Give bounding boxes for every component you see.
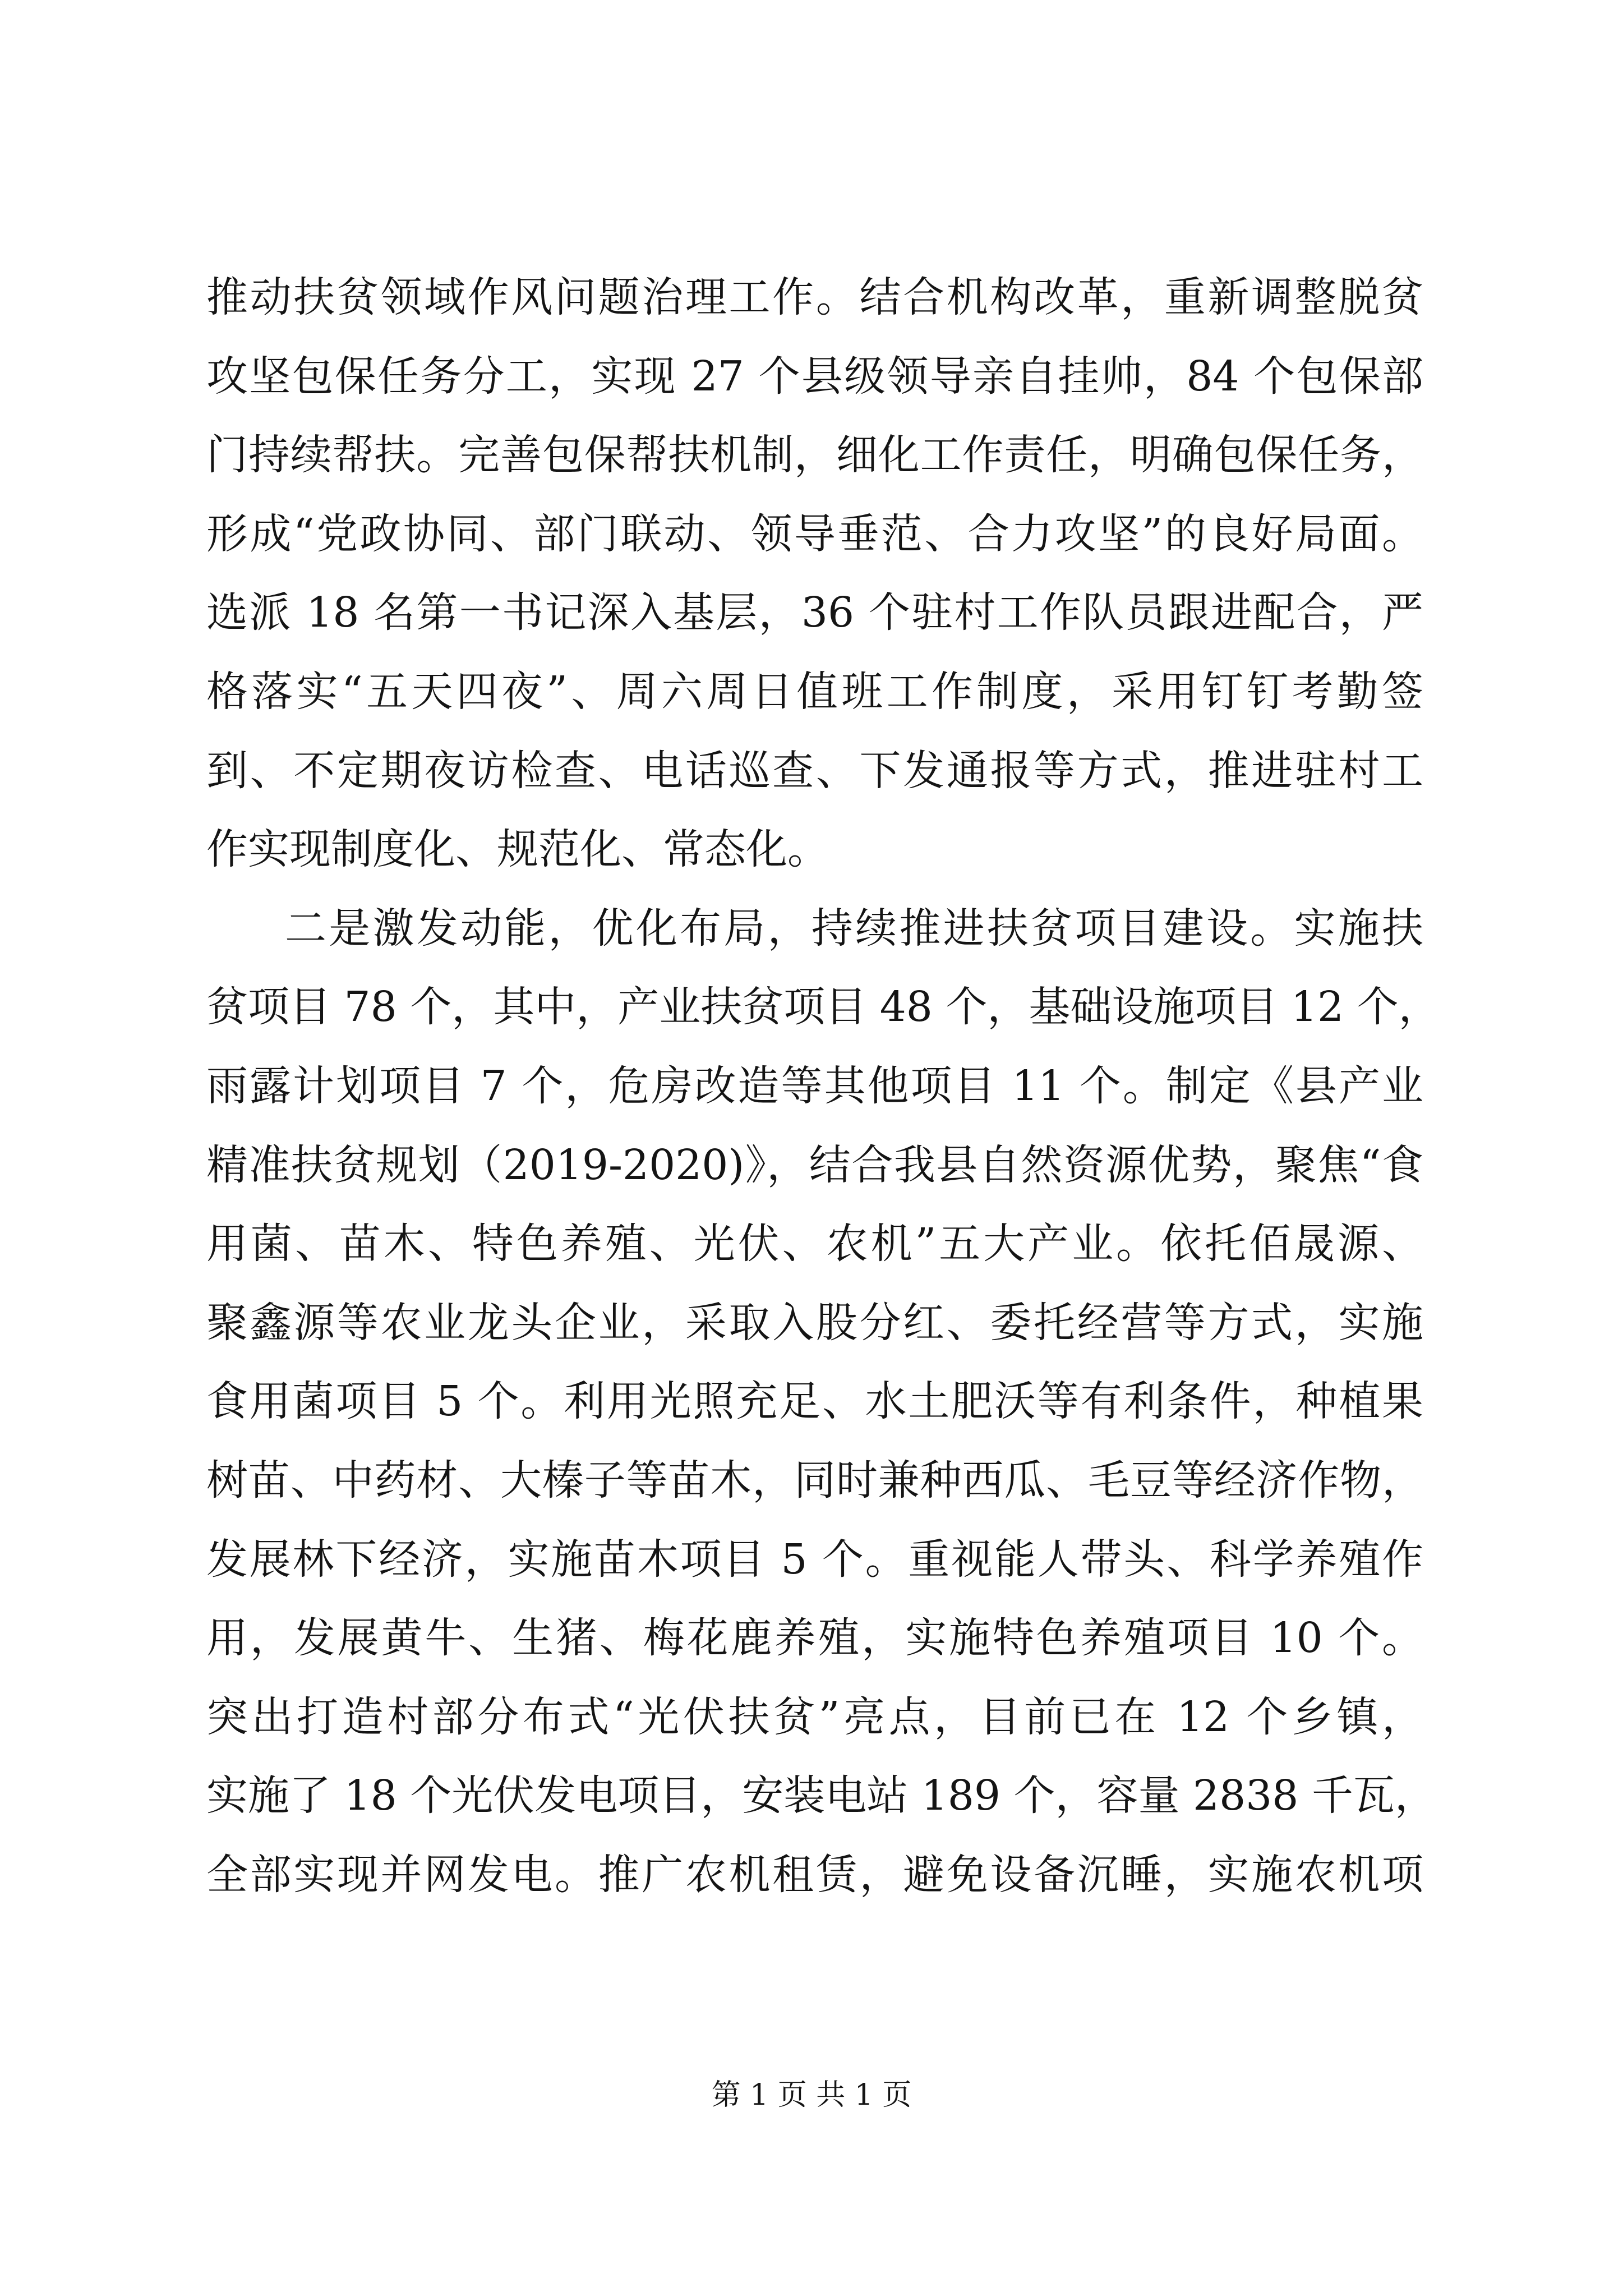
text-line: 树苗、中药材、大榛子等苗木，同时兼种西瓜、毛豆等经济作物， <box>206 1456 1423 1504</box>
text-line: 格落实“五天四夜”、周六周日值班工作制度，采用钉钉考勤签 <box>206 667 1423 716</box>
text-line: 食用菌项目 5 个。利用光照充足、水土肥沃等有利条件，种植果 <box>206 1377 1423 1426</box>
text-line: 聚鑫源等农业龙头企业，采取入股分红、委托经营等方式，实施 <box>206 1298 1423 1347</box>
text-line: 发展林下经济，实施苗木项目 5 个。重视能人带头、科学养殖作 <box>206 1535 1423 1584</box>
text-line: 实施了 18 个光伏发电项目，安装电站 189 个，容量 2838 千瓦， <box>206 1772 1436 1820</box>
text-line: 精准扶贫规划（2019-2020)》，结合我县自然资源优势，聚焦“食 <box>206 1140 1423 1189</box>
text-line: 雨露计划项目 7 个，危房改造等其他项目 11 个。制定《县产业 <box>206 1061 1423 1110</box>
text-line: 用菌、苗木、特色养殖、光伏、农机”五大产业。依托佰晟源、 <box>206 1220 1423 1268</box>
paragraph-end-line: 作实现制度化、规范化、常态化。 <box>206 825 829 874</box>
text-line: 攻坚包保任务分工，实现 27 个县级领导亲自挂帅，84 个包保部 <box>206 352 1423 401</box>
text-line: 贫项目 78 个，其中，产业扶贫项目 48 个，基础设施项目 12 个， <box>206 983 1440 1032</box>
text-line: 门持续帮扶。完善包保帮扶机制，细化工作责任，明确包保任务， <box>206 431 1423 480</box>
text-line: 用，发展黄牛、生猪、梅花鹿养殖，实施特色养殖项目 10 个。 <box>206 1614 1423 1663</box>
text-line: 全部实现并网发电。推广农机租赁，避免设备沉睡，实施农机项 <box>206 1850 1423 1899</box>
document-body <box>206 258 1440 1914</box>
paragraph-start-line: 二是激发动能，优化布局，持续推进扶贫项目建设。实施扶 <box>285 904 1423 953</box>
page-number-footer: 第 1 页 共 1 页 <box>711 2078 912 2112</box>
text-line: 到、不定期夜访检查、电话巡查、下发通报等方式，推进驻村工 <box>206 746 1423 795</box>
text-line: 形成“党政协同、部门联动、领导垂范、合力攻坚”的良好局面。 <box>206 509 1423 558</box>
text-line: 选派 18 名第一书记深入基层，36 个驻村工作队员跟进配合，严 <box>206 588 1423 637</box>
text-line: 突出打造村部分布式“光伏扶贫”亮点，目前已在 12 个乡镇， <box>206 1692 1423 1741</box>
text-line: 推动扶贫领域作风问题治理工作。结合机构改革，重新调整脱贫 <box>206 273 1423 321</box>
